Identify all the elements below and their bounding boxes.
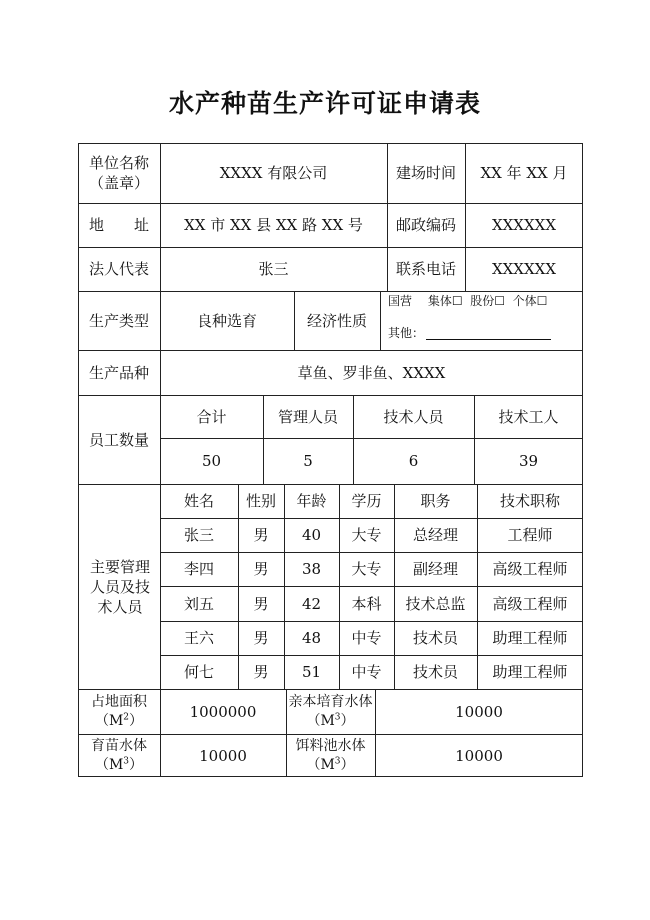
production-type-value: 良种选育 [196, 311, 257, 330]
staff-header-workers: 技术工人 [498, 407, 559, 426]
managers-row-2-title: 高级工程师 [492, 560, 568, 578]
managers-header-age: 年龄 [296, 492, 327, 510]
nursery-water-unit: $(M^3)$ [94, 755, 144, 773]
managers-row-4-education: 中专 [351, 629, 382, 647]
managers-row-1-gender: 男 [253, 526, 269, 544]
broodstock-water-unit: $(M^3)$ [306, 711, 355, 729]
broodstock-water-label-text: 亲本培育水体 [288, 693, 373, 710]
form-title: 水产种苗生产许可证申请表 [168, 89, 481, 118]
species-value: 草鱼、罗非鱼、XXXX [297, 363, 446, 382]
nursery-water-label-text: 育苗水体 [91, 737, 147, 754]
staff-value-total: 50 [201, 452, 222, 470]
land-area-label-text: 占地面积 [91, 693, 147, 710]
managers-row-4-gender: 男 [253, 629, 269, 647]
managers-row-2-name: 李四 [183, 560, 214, 578]
economic-nature-options: 国营 集体☐ 股份☐ 个体☐ [388, 294, 548, 308]
managers-header-education: 学历 [351, 492, 382, 510]
managers-header-title: 技术职称 [499, 492, 560, 510]
species-label: 生产品种 [88, 363, 149, 382]
unit-name-label [78, 143, 160, 203]
managers-row-5-age: 51 [301, 663, 322, 681]
managers-header-gender: 性别 [245, 492, 276, 510]
feed-pond-water-unit: $(M^3)$ [306, 755, 355, 773]
address-value: XX 市 XX 县 XX 路 XX 号 [184, 216, 363, 234]
staff-header-total: 合计 [196, 407, 227, 426]
managers-row-2-gender: 男 [253, 560, 269, 578]
unit-name-value: XXXX 有限公司 [219, 164, 328, 182]
managers-row-5-gender: 男 [253, 663, 269, 681]
managers-row-1-name: 张三 [183, 526, 214, 544]
staff-value-technical: 6 [408, 452, 419, 470]
land-area-value: 1000000 [189, 702, 257, 721]
managers-label-line: 术人员 [97, 597, 143, 616]
managers-row-5-name: 何七 [183, 663, 214, 681]
postal-code-label: 邮政编码 [395, 216, 456, 234]
broodstock-water-label [286, 689, 375, 734]
managers-row-1-education: 大专 [351, 526, 382, 544]
managers-row-5-position: 技术员 [412, 663, 458, 681]
managers-row-3-title: 高级工程师 [492, 594, 568, 613]
application-table [78, 143, 583, 777]
managers-row-4-title: 助理工程师 [492, 629, 568, 647]
managers-row-1-title: 工程师 [507, 526, 553, 544]
managers-row-4-age: 48 [301, 629, 322, 647]
staff-count-label: 员工数量 [88, 430, 149, 449]
land-area-unit: $(M^2)$ [94, 711, 144, 729]
established-value: XX 年 XX 月 [480, 164, 568, 182]
managers-row-3-education: 本科 [351, 594, 382, 613]
staff-header-technical: 技术人员 [383, 407, 444, 426]
staff-value-workers: 39 [518, 452, 539, 470]
production-type-label: 生产类型 [88, 311, 149, 330]
nursery-water-value: 10000 [199, 746, 247, 765]
managers-label-line: 主要管理 [89, 557, 150, 576]
economic-other-label: 其他： [388, 326, 425, 340]
managers-row-2-education: 大专 [351, 560, 382, 578]
feed-pond-water-label [286, 734, 375, 777]
managers-row-2-position: 副经理 [412, 560, 458, 578]
economic-nature-other [388, 323, 583, 343]
unit-name-label-seal: （盖章） [88, 174, 149, 192]
managers-row-1-position: 总经理 [412, 526, 458, 544]
managers-row-2-age: 38 [301, 560, 322, 578]
staff-value-management: 5 [303, 452, 313, 470]
unit-name-label-text: 单位名称 [88, 154, 149, 172]
managers-header-position: 职务 [420, 492, 451, 510]
established-label: 建场时间 [395, 164, 456, 182]
managers-row-5-title: 助理工程师 [492, 663, 568, 681]
managers-header-name: 姓名 [183, 492, 214, 510]
managers-label-line: 人员及技 [89, 577, 150, 596]
managers-row-5-education: 中专 [351, 663, 382, 681]
managers-row-3-age: 42 [301, 594, 322, 613]
feed-pond-water-label-text: 饵料池水体 [295, 737, 366, 754]
economic-other-blank [426, 327, 551, 340]
managers-row-4-name: 王六 [183, 629, 214, 647]
land-area-label [78, 689, 160, 734]
phone-value: XXXXXX [491, 260, 557, 278]
managers-row-3-gender: 男 [253, 594, 269, 613]
broodstock-water-value: 10000 [455, 702, 503, 721]
managers-row-3-position: 技术总监 [405, 594, 466, 613]
managers-row-1-age: 40 [301, 526, 322, 544]
legal-rep-value: 张三 [258, 260, 289, 278]
managers-row-4-position: 技术员 [412, 629, 458, 647]
feed-pond-water-value: 10000 [455, 746, 503, 765]
postal-code-value: XXXXXX [491, 216, 557, 234]
legal-rep-label: 法人代表 [88, 260, 149, 278]
address-label: 地 址 [88, 216, 149, 234]
phone-label: 联系电话 [395, 260, 456, 278]
staff-header-management: 管理人员 [277, 407, 338, 426]
managers-row-3-name: 刘五 [183, 594, 214, 613]
managers-label [82, 484, 158, 689]
economic-nature-label: 经济性质 [306, 311, 367, 330]
nursery-water-label [78, 734, 160, 777]
